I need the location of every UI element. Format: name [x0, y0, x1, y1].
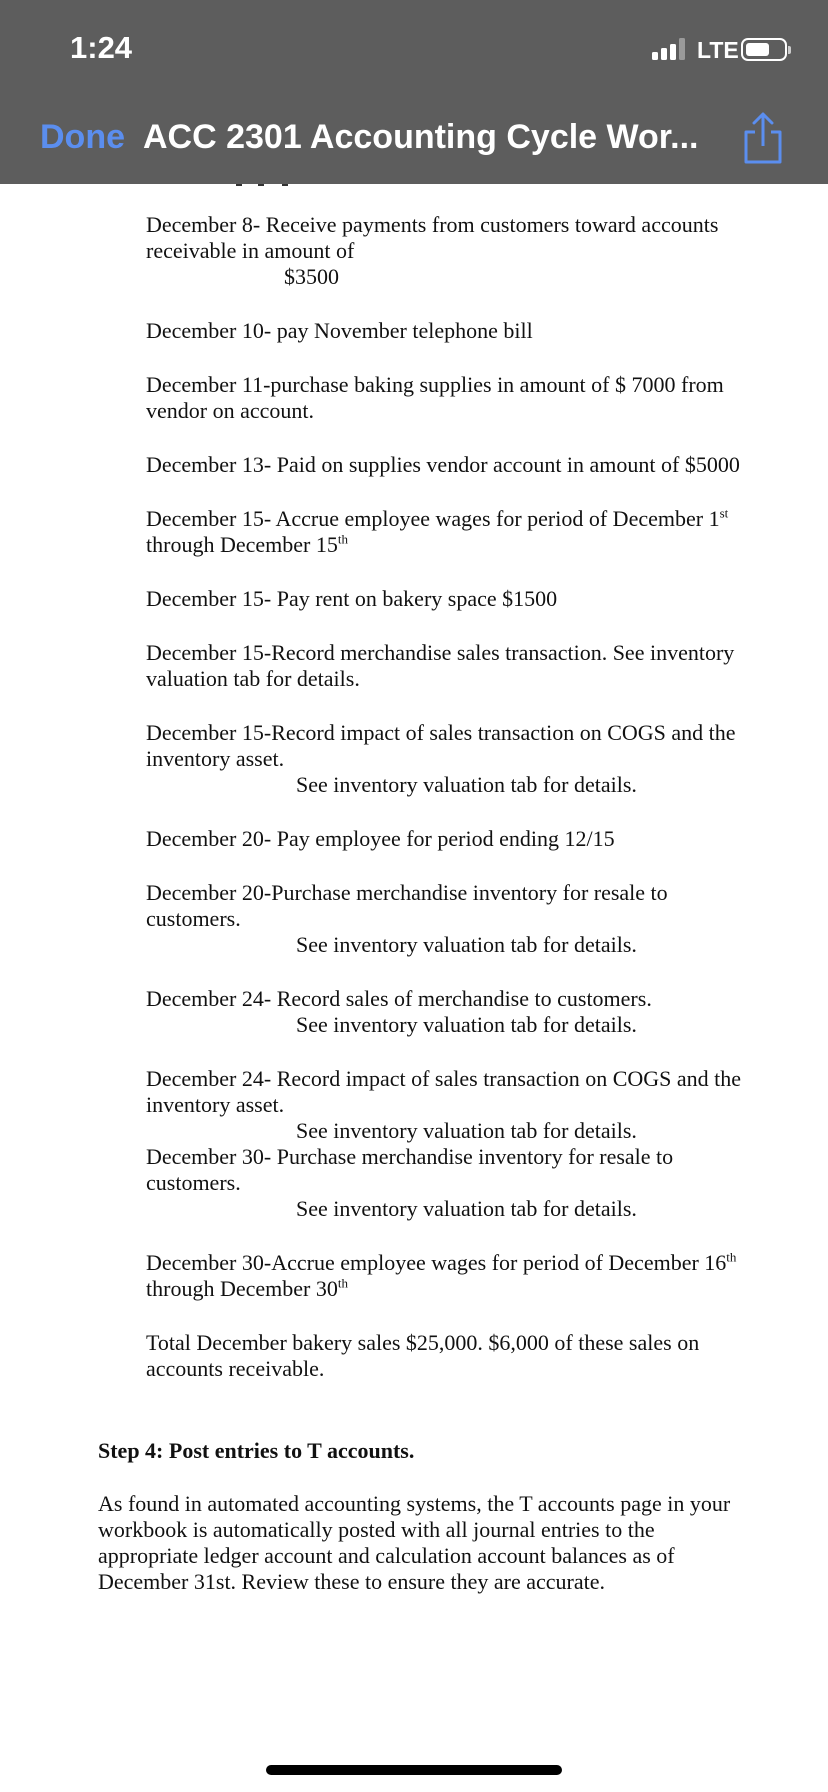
- share-button[interactable]: [740, 110, 786, 166]
- entry-note: See inventory valuation tab for details.: [296, 1118, 637, 1143]
- status-bar: [0, 0, 828, 96]
- signal-icon: [652, 38, 686, 60]
- document-view[interactable]: [0, 184, 828, 1792]
- home-indicator[interactable]: [266, 1765, 562, 1775]
- document-title: ACC 2301 Accounting Cycle Wor...: [143, 118, 699, 156]
- step-4-heading: Step 4: Post entries to T accounts.: [98, 1438, 415, 1463]
- transaction-list: [146, 212, 746, 1410]
- entry-dec-13: December 13- Paid on supplies vendor account in amount of $5000: [146, 452, 740, 477]
- entry-dec-20-pay-employee: December 20- Pay employee for period ending 12/15: [146, 826, 615, 851]
- entry-dec-15-cogs: December 15-Record impact of sales transaction on COGS and the inventory asset. See inventory valuation tab for details.: [146, 720, 746, 798]
- entry-dec-24-sales: December 24- Record sales of merchandise to customers. See inventory valuation tab for details.: [146, 986, 746, 1038]
- entry-dec-30-purchase: December 30- Purchase merchandise inventory for resale to customers. See inventory valuation tab for details.: [146, 1144, 746, 1222]
- entry-dec-15-rent: December 15- Pay rent on bakery space $1500: [146, 586, 558, 611]
- entry-dec-15-sales: December 15-Record merchandise sales transaction. See inventory valuation tab for details.: [146, 640, 735, 691]
- entry-dec-30-accrue-wages: December 30-Accrue employee wages for period of December 16th through December 30th: [146, 1249, 737, 1301]
- entry-dec-24-cogs: December 24- Record impact of sales transaction on COGS and the inventory asset. See inventory valuation tab for details.: [146, 1066, 746, 1144]
- entry-dec-8: December 8- Receive payments from customers toward accounts receivable in amount of $3500: [146, 212, 746, 290]
- share-icon: [740, 110, 786, 166]
- nav-bar: [0, 96, 828, 184]
- status-time: 1:24: [70, 30, 133, 65]
- entry-note: See inventory valuation tab for details.: [296, 1196, 637, 1221]
- clipped-text-fragment: [236, 184, 288, 187]
- done-button[interactable]: Done: [40, 118, 125, 156]
- entry-amount: $3500: [284, 264, 339, 289]
- battery-icon: [741, 38, 787, 61]
- entry-note: See inventory valuation tab for details.: [296, 1012, 637, 1037]
- entry-note: See inventory valuation tab for details.: [296, 932, 637, 957]
- entry-dec-15-accrue-wages: December 15- Accrue employee wages for period of December 1st through December 15th: [146, 505, 729, 557]
- entry-dec-10: December 10- pay November telephone bill: [146, 318, 533, 343]
- entry-total-sales: Total December bakery sales $25,000. $6,000 of these sales on accounts receivable.: [146, 1330, 700, 1381]
- entry-dec-20-purchase: December 20-Purchase merchandise inventory for resale to customers. See inventory valuation tab for details.: [146, 880, 746, 958]
- entry-note: See inventory valuation tab for details.: [296, 772, 637, 797]
- entry-dec-11: December 11-purchase baking supplies in amount of $ 7000 from vendor on account.: [146, 372, 724, 423]
- network-label: LTE: [697, 37, 739, 63]
- step-4-body: As found in automated accounting systems, the T accounts page in your workbook is automatically posted with all journal entries to the appropriate ledger account and calculation account balances as of December 31st. Review these to ensure they are accurate.: [98, 1491, 731, 1594]
